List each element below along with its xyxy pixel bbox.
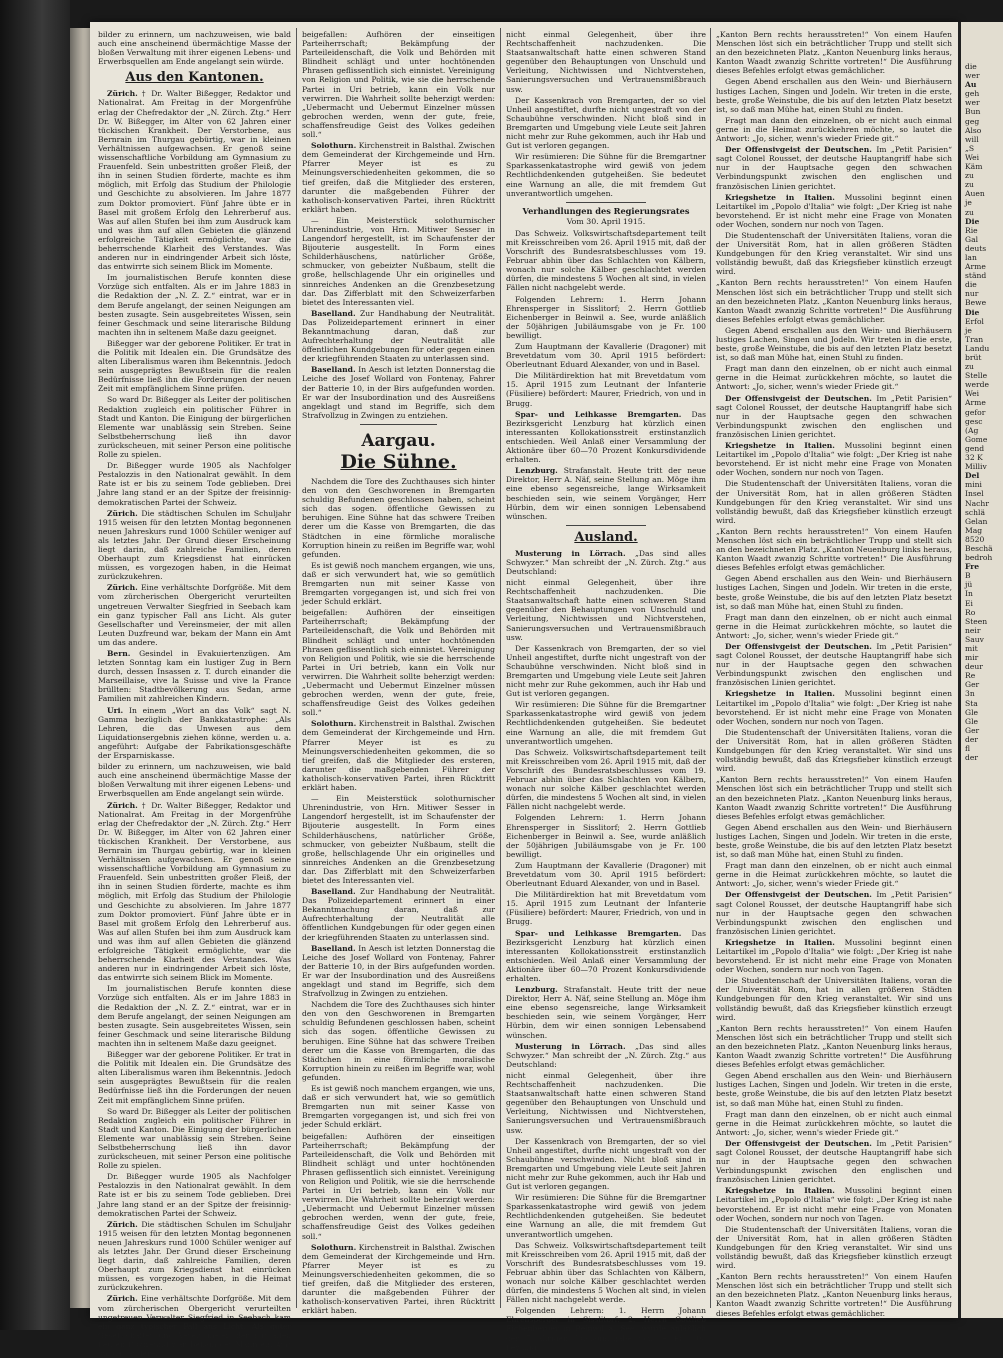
- article-text: Kirchenstreit in Balsthal. Zwischen dem Gemeinderat der Kirchgemeinde und Hrn. Pfarrer Meyer ist es zu Meinungsverschiedenheiten gekommen, die so tief greifen, daß die Mitglieder des ersteren, darunter die maßgebenden Führer der katholisch-konservativen Partei, ihren Rücktritt erklärt haben.: [302, 719, 496, 793]
- article-paragraph-continued: Fragt man dann den einzelnen, ob er nicht auch einmal gerne in die Heimat zurückkehren möchte, so lautet die Antwort: „Jo, sicher, wenn's wieder Friede git.“: [716, 861, 952, 889]
- article-text: † Dr. Walter Bißegger, Redaktor und Nationalrat. Am Freitag in der Morgenfrühe erlag der Chefredaktor der „N. Zürch. Ztg.“ Herr Dr. W. Bißegger, im Alter von 62 Jahren einer tückischen Krankheit. Der Verstorbene, aus Bernrain im Thurgau gebürtig, war in kleinen Verhältnissen aufgewachsen. Er genoß seine wissenschaftliche Vorbildung am Gymnasium zu Frauenfeld. Sein unbestritten großer Fleiß, der ihn in seinen Studien förderte, machte es ihm möglich, mit Erfolg das Studium der Philologie und Geschichte zu absolvieren. Im Jahre 1877 zum Doktor promoviert. Fünf Jahre übte er in Basel mit großem Erfolg den Lehrerberuf aus. Was auf allen Stufen bei ihm zum Ausdruck kam und was ihm auf allen Gebieten die glänzend erfolgreiche Tätigkeit ermöglichte, war die beherrschende Klarheit des Verstandes. Was anderen nur in eindringender Arbeit sich löste, das entwirrte sich seinem Blick im Momente.: [98, 800, 291, 983]
- article-text: Gesindel in Evakuiertenzügen. Am letzten Sonntag kam ein lustiger Zug in Bern durch, dessen Insassen z. T. durch einander die Marseillaise, vive la Suisse und vive la France brüllten: Stadtbevölkerung aus Sedan, arme Familien mit zahlreichen Kindern.: [98, 649, 291, 704]
- strip-line: Arme: [965, 262, 986, 272]
- article-paragraph-continued: [506, 985, 706, 1040]
- article-paragraph-continued: [98, 1220, 291, 1293]
- article-paragraph-continued: Bißegger war der geborene Politiker. Er trat in die Politik mit Idealen ein. Die Grundsätze des alten Liberalismus waren ihm Bekenntnis. Jedoch sein ausgeprägtes Bewußtsein für die realen Bedürfnisse ließ ihn die Forderungen der neuen Zeit mit empfänglichem Sinne prüfen.: [98, 1050, 291, 1105]
- article-text: Strafanstalt. Heute tritt der neue Direktor, Herr A. Näf, seine Stellung an. Möge ihm eine ebenso segensreiche, lange Wirksamkeit beschieden sein, wie seinem Vorgänger, Herr Hürbin, dem wir einen sonnigen Lebensabend wünschen.: [506, 466, 706, 521]
- article-paragraph-continued: So ward Dr. Bißegger als Leiter der politischen Redaktion zugleich ein politischer Führer in Stadt und Kanton. Die Einigung der bürgerlichen Elemente war unablässig sein Streben. Seine Selbstbeherrschung ließ ihn davor zurückscheuen, mit seiner Person eine politische Rolle zu spielen.: [98, 1106, 291, 1171]
- strip-line: wer: [965, 71, 980, 81]
- article-keyword: Spar- und Leihkasse Bremgarten.: [515, 928, 682, 938]
- article-baselland-aesch: [302, 365, 495, 420]
- strip-line: mini: [965, 480, 982, 490]
- article-paragraph-continued: Im journalistischen Berufe konnten diese Vorzüge sich entfalten. Als er im Jahre 1883 in die Redaktion der „N. Z. Z.“ eintrat, war er in dem Berufe angelangt, der seinen Neigungen am besten zusagte. Sein ausgebreitetes Wissen, sein feiner Geschmack und seine literarische Bildung machten ihn in seltenem Maße dazu geeignet.: [98, 984, 291, 1048]
- strip-line: ständ: [965, 271, 987, 281]
- article-paragraph-continued: Der Kassenkrach von Bremgarten, der so viel Unheil angestiftet, durfte nicht ungestraft von der Schaubühne verschwinden. Nicht bloß sind in Bremgarten und Umgebung viele Leute seit Jahren nicht mehr zur Ruhe gekommen, auch ihr Hab und Gut ist verloren gegangen.: [506, 1136, 706, 1192]
- column-rule: [296, 28, 297, 1308]
- column-rule: [500, 28, 501, 1308]
- article-text: Zur Handhabung der Neutralität. Das Polizeidepartement erinnert in einer Bekanntmachung daran, daß zur Aufrechterhaltung der Neutralität alle öffentlichen Kundgebungen für oder gegen einen der kriegführenden Staaten zu unterlassen sind.: [302, 308, 495, 364]
- strip-line: Käm: [965, 162, 983, 172]
- strip-line: fl: [965, 744, 971, 754]
- strip-line: „S: [965, 143, 975, 153]
- article-paragraph-continued: Das Schweiz. Volkswirtschaftsdepartement teilt mit Kreisschreiben vom 26. April 1915 mit, daß der Vorschrift des Bundesratsbeschlusses vom 19. Februar abhin über das Schlachten von Kälbern, wonach nur solche Kälber geschlachtet werden dürfen, die mindestens 5 Wochen alt sind, in vielen Fällen nicht nachgelebt werde.: [506, 1240, 706, 1305]
- article-paragraph: nicht einmal Gelegenheit, über ihre Rechtschaffenheit nachzudenken. Die Staatsanwaltschaft hatte einen schweren Stand gegenüber den Behauptungen von Unschuld und Verleitung, Nichtwissen und Nichtverstehen, Sanierungsversuchen und Vertrauensmißbrauch usw.: [506, 30, 706, 94]
- strip-line: Wei: [965, 389, 980, 399]
- article-text: Mussolini beginnt einen Leitartikel im „Popolo d'Italia“ wie folgt: „Der Krieg ist nahe bevorstehend. Er ist nicht mehr eine Frage von Monaten oder Wochen, sondern nur noch von Tagen.: [716, 192, 952, 229]
- article-keyword: Bern.: [107, 649, 131, 658]
- article-keyword: Zürich.: [107, 508, 138, 518]
- article-text: Das Bezirksgericht Lenzburg hat kürzlich einen interessanten Kollokationsstreit erstinstanzlich entschieden. Weil Anlaß einer Versammlung der Aktionäre über 60—70 Prozent Konkursdividende erhalten.: [506, 409, 706, 465]
- strip-line: 32 K: [965, 453, 983, 463]
- article-keyword: Lenzburg.: [515, 985, 558, 995]
- article-text: Eine verhältschte Dorfgröße. Mit dem vom zürcherischen Obergericht verurteilten ungetreuen Verwalter Siegfried in Seebach kam ein ganz typischer Fall ans Licht. Als guter Gesellschafter und Vereinsmeier, der mit allen Leuten Duzfreund war, bekam der Mann ein Amt um das andere.: [98, 1294, 291, 1358]
- article-paragraph-continued: bilder zu erinnern, um nachzuweisen, wie bald auch eine anscheinend übermächtige Masse der bloßen Verwaltung mit ihrer eigenen Lebens- und Erwerbsquellen am Ende angelangt sein würde.: [98, 762, 291, 799]
- article-paragraph-continued: Fragt man dann den einzelnen, ob er nicht auch einmal gerne in die Heimat zurückkehren möchte, so lautet die Antwort: „Jo, sicher, wenn's wieder Friede git.“: [716, 364, 952, 392]
- subheading-regierungsrat: Verhandlungen des Regierungsrates: [522, 205, 690, 216]
- strip-line: zu: [965, 180, 974, 190]
- strip-line: lan: [965, 252, 977, 262]
- strip-line: Ger: [965, 725, 980, 735]
- strip-line: Gelan: [965, 516, 988, 526]
- article-keyword: Baselland.: [311, 887, 356, 897]
- article-paragraph: Es ist gewiß noch manchem ergangen, wie uns, daß er sich verwundert hat, wie so gemütlich Bremgarten nun mit seiner Kasse von Bremgarten vorgegangen ist, und sich frei von jeder Schuld erklärt.: [302, 560, 495, 607]
- article-keyword: Kriegshetze in Italien.: [725, 689, 835, 699]
- article-paragraph-continued: Es ist gewiß noch manchem ergangen, wie uns, daß er sich verwundert hat, wie so gemütlich Bremgarten nun mit seiner Kasse von Bremgarten vorgegangen ist, und sich frei von jeder Schuld erklärt.: [302, 1084, 495, 1130]
- strip-line: geh: [965, 89, 980, 99]
- article-paragraph-continued: [716, 689, 952, 725]
- article-paragraph: Fragt man dann den einzelnen, ob er nicht auch einmal gerne in die Heimat zurückkehren möchte, so lautet die Antwort: „Jo, sicher, wenn's wieder Friede git.“: [716, 115, 952, 144]
- article-paragraph-continued: — Ein Meisterstück solothurnischer Uhrenindustrie, von Hrn. Mitiwer Sesser in Langendorf hergestellt, ist im Schaufenster der Bijouterie ausgestellt. In Form eines Schilderhäuschens, natürlicher Größe, schmucker, von gebeizter Nußbaum, stellt die große, hellschlagende Uhr ein originelles und sinnreiches Andenken an die Grenzbesetzung dar. Das Zifferblatt mit den Schweizerfarben bietet des Interessanten viel.: [302, 794, 495, 885]
- article-text: Kirchenstreit in Balsthal. Zwischen dem Gemeinderat der Kirchgemeinde und Hrn. Pfarrer Meyer ist es zu Meinungsverschiedenheiten gekommen, die so tief greifen, daß die Mitglieder des ersteren, darunter die maßgebenden Führer der katholisch-konservativen Partei, ihren Rücktritt erklärt haben.: [302, 1242, 496, 1316]
- strip-line: schlä: [965, 507, 985, 517]
- strip-line: Gome: [965, 434, 988, 444]
- article-paragraph-continued: Wir resümieren: Die Sühne für die Bremgartner Sparkassenkatastrophe wird gewiß von jedem Rechtlichdenkenden gutgeheißen. Sie bedeutet eine Warnung an alle, die mit fremdem Gut unverantwortlich umgehen.: [506, 700, 706, 746]
- article-keyword: Der Offensivgeist der Deutschen.: [725, 1138, 872, 1148]
- article-keyword: Zürich.: [107, 1219, 138, 1229]
- strip-line: Mag: [965, 525, 983, 535]
- article-text: „Das sind alles Schwyzer.“ Man schreibt der „N. Zürch. Ztg.“ aus Deutschland:: [506, 1041, 707, 1069]
- strip-line: Rie: [965, 225, 978, 235]
- article-paragraph-continued: Die Studentenschaft der Universitäten Italiens, voran die der Universität Rom, hat in allen größeren Städten Kundgebungen für den Krieg veranstaltet. Wir sind uns vollständig bewußt, daß das Kriegsfieber künstlich erzeugt wird.: [716, 976, 952, 1022]
- article-paragraph-continued: [716, 394, 952, 439]
- article-solothurn: [302, 141, 495, 214]
- article-paragraph: „Kanton Bern rechts herausstreten!“ Von einem Haufen Menschen löst sich ein beträchtlicher Trupp und stellt sich an den bezeichneten Platz. „Kanton Neuenburg links heraus, Kanton Waadt zwanzig Schritte vortreten!“ Die Ausführung dieses Befehles erfolgt etwas gemächlicher.: [716, 30, 952, 76]
- article-zuerich-schulen: [98, 509, 291, 582]
- strip-line: Arme: [965, 398, 986, 408]
- article-keyword: Zürich.: [107, 1294, 138, 1304]
- article-paragraph-continued: Die Militärdirektion hat mit Brevetdatum vom 15. April 1915 zum Leutnant der Infanterie (Füsiliere) befördert: Maurer, Friedrich, von und in Brugg.: [506, 890, 706, 927]
- article-text: Kirchenstreit in Balsthal. Zwischen dem Gemeinderat der Kirchgemeinde und Hrn. Pfarrer Meyer ist es zu Meinungsverschiedenheiten gekommen, die so tief greifen, daß die Mitglieder des ersteren, darunter die maßgebenden Führer der katholisch-konservativen Partei, ihren Rücktritt erklärt haben.: [302, 141, 496, 214]
- strip-line: Sta: [965, 698, 978, 708]
- article-keyword: Lenzburg.: [515, 466, 558, 476]
- strip-line: Ei: [965, 598, 973, 608]
- strip-line: die: [965, 62, 977, 71]
- article-paragraph-continued: Fragt man dann den einzelnen, ob er nicht auch einmal gerne in die Heimat zurückkehren möchte, so lautet die Antwort: „Jo, sicher, wenn's wieder Friede git.“: [716, 1109, 952, 1137]
- strip-line: der: [965, 753, 978, 763]
- page-stack-edge: [70, 28, 92, 1308]
- article-keyword: Der Offensivgeist der Deutschen.: [725, 890, 872, 900]
- book-spine: [0, 0, 70, 1330]
- article-paragraph-continued: Fragt man dann den einzelnen, ob er nicht auch einmal gerne in die Heimat zurückkehren möchte, so lautet die Antwort: „Jo, sicher, wenn's wieder Friede git.“: [716, 612, 952, 640]
- strip-line: Sauv: [965, 634, 984, 644]
- article-paragraph-continued: „Kanton Bern rechts herausstreten!“ Von einem Haufen Menschen löst sich ein beträchtlicher Trupp und stellt sich an den bezeichneten Platz. „Kanton Neuenburg links heraus, Kanton Waadt zwanzig Schritte vortreten!“ Die Ausführung dieses Befehles erfolgt etwas gemächlicher.: [716, 1023, 952, 1070]
- article-paragraph: Dr. Bißegger wurde 1905 als Nachfolger Pestalozzis in den Nationalrat gewählt. In dem Rate ist er bis zu seinem Tode geblieben. Drei Jahre lang stand er an der Spitze der freisinnig-demokratischen Partei der Schweiz.: [98, 461, 291, 507]
- article-lenzburg: [506, 466, 706, 521]
- article-paragraph-continued: [716, 1186, 952, 1222]
- article-uri: [98, 706, 291, 761]
- strip-line: Tran: [965, 334, 984, 344]
- strip-line: Bewe: [965, 298, 987, 308]
- article-paragraph: Im journalistischen Berufe konnten diese Vorzüge sich entfalten. Als er im Jahre 1883 in die Redaktion der „N. Z. Z.“ eintrat, war er in dem Berufe angelangt, der seinen Neigungen am besten zusagte. Sein ausgebreitetes Wissen, sein feiner Geschmack und seine literarische Bildung machten ihn in seltenem Maße dazu geeignet.: [98, 273, 291, 337]
- strip-line: wer: [965, 98, 980, 108]
- strip-line: gend: [965, 443, 985, 453]
- strip-line: neir: [965, 625, 981, 635]
- article-paragraph-continued: Die Studentenschaft der Universitäten Italiens, voran die der Universität Rom, hat in allen größeren Städten Kundgebungen für den Krieg veranstaltet. Wir sind uns vollständig bewußt, daß das Kriegsfieber künstlich erzeugt wird.: [716, 479, 952, 525]
- article-text: Zur Handhabung der Neutralität. Das Polizeidepartement erinnert in einer Bekanntmachung daran, daß zur Aufrechterhaltung der Neutralität alle öffentlichen Kundgebungen für oder gegen einen der kriegführenden Staaten zu unterlassen sind.: [302, 887, 495, 942]
- article-text: Im „Petit Parisien“ sagt Colonel Rousset, der deutsche Hauptangriff habe sich nur in der Hauptsache gegen den schwachen Verbindungspunkt zwischen den englischen und französischen Linien gerichtet.: [716, 393, 952, 439]
- intro-text: bilder zu erinnern, um nachzuweisen, wie bald auch eine anscheinend übermächtige Masse der bloßen Verwaltung mit ihrer eigenen Lebens- und Erwerbsquellen am Ende angelangt sein würde.: [98, 30, 291, 67]
- strip-line: Del: [965, 471, 980, 481]
- strip-line: Gle: [965, 707, 978, 717]
- strip-line: geg: [965, 116, 980, 126]
- strip-line: Ger: [965, 680, 980, 690]
- article-text: Im „Petit Parisien“ sagt Colonel Rousset, der deutsche Hauptangriff habe sich nur in der Hauptsache gegen den schwachen Verbindungspunkt zwischen den englischen und französischen Linien gerichtet.: [716, 890, 952, 936]
- article-paragraph-continued: nicht einmal Gelegenheit, über ihre Rechtschaffenheit nachzudenken. Die Staatsanwaltschaft hatte einen schweren Stand gegenüber den Behauptungen von Unschuld und Verleitung, Nichtwissen und Nichtverstehen, Sanierungsversuchen und Vertrauensmißbrauch usw.: [506, 578, 706, 642]
- strip-line: Gal: [965, 234, 979, 244]
- article-zuerich-bissegger: [98, 89, 291, 271]
- strip-line: Wei: [965, 152, 980, 162]
- article-paragraph-continued: [98, 1294, 291, 1358]
- article-paragraph-continued: nicht einmal Gelegenheit, über ihre Rechtschaffenheit nachzudenken. Die Staatsanwaltschaft hatte einen schweren Stand gegenüber den Behauptungen von Unschuld und Verleitung, Nichtwissen und Nichtverstehen, Sanierungsversuchen und Vertrauensmißbrauch usw.: [506, 1070, 706, 1135]
- article-keyword: Spar- und Leihkasse Bremgarten.: [515, 409, 682, 419]
- article-keyword: Kriegshetze in Italien.: [725, 192, 835, 202]
- article-paragraph-continued: Dr. Bißegger wurde 1905 als Nachfolger Pestalozzis in den Nationalrat gewählt. In dem Rate ist er bis zu seinem Tode geblieben. Drei Jahre lang stand er an der Spitze der freisinnig-demokratischen Partei der Schweiz.: [98, 1172, 291, 1218]
- article-paragraph-continued: Wir resümieren: Die Sühne für die Bremgartner Sparkassenkatastrophe wird gewiß von jedem Rechtlichdenkenden gutgeheißen. Sie bedeutet eine Warnung an alle, die mit fremdem Gut unverantwortlich umgehen.: [506, 1193, 706, 1239]
- article-keyword: Uri.: [107, 705, 124, 715]
- column-4: [716, 30, 952, 1318]
- strip-line: Insel: [965, 489, 984, 499]
- article-bern: [98, 649, 291, 704]
- article-text: Mussolini beginnt einen Leitartikel im „Popolo d'Italia“ wie folgt: „Der Krieg ist nahe bevorstehend. Er ist nicht mehr eine Frage von Monaten oder Wochen, sondern nur noch von Tagen.: [716, 441, 952, 478]
- article-paragraph-continued: Gegen Abend erschallen aus den Wein- und Bierhäusern lustiges Lachen, Singen und Jodeln. Wir treten in die erste, beste, große Weinstube, die bis auf den letzten Platz besetzt ist, so daß man Mühe hat, einen Stuhl zu finden.: [716, 325, 952, 363]
- article-keyword: Baselland.: [311, 365, 356, 375]
- article-paragraph-continued: [506, 929, 706, 984]
- article-paragraph-continued: „Kanton Bern rechts herausstreten!“ Von einem Haufen Menschen löst sich ein beträchtlicher Trupp und stellt sich an den bezeichneten Platz. „Kanton Neuenburg links heraus, Kanton Waadt zwanzig Schritte vortreten!“ Die Ausführung dieses Befehles erfolgt etwas gemächlicher.: [716, 775, 952, 821]
- article-keyword: Zürich.: [107, 583, 138, 593]
- article-paragraph: Wir resümieren: Die Sühne für die Bremgartner Sparkassenkatastrophe wird gewiß von jedem Rechtlichdenkenden gutgeheißen. Sie bedeutet eine Warnung an alle, die mit fremdem Gut unverantwortlich umgehen.: [506, 152, 706, 198]
- strip-line: Stelle: [965, 371, 988, 381]
- strip-line: Gle: [965, 716, 978, 726]
- article-text: Strafanstalt. Heute tritt der neue Direktor, Herr A. Näf, seine Stellung an. Möge ihm eine ebenso segensreiche, lange Wirksamkeit beschieden sein, wie seinem Vorgänger, Herr Hürbin, dem wir einen sonnigen Lebensabend wünschen.: [506, 985, 706, 1040]
- strip-line: (Ag: [965, 425, 979, 435]
- strip-line: Milliv: [965, 462, 987, 472]
- article-kriegshetze: [716, 193, 952, 229]
- strip-line: Nachr: [965, 498, 989, 508]
- article-text: Im „Petit Parisien“ sagt Colonel Rousset, der deutsche Hauptangriff habe sich nur in der Hauptsache gegen den schwachen Verbindungspunkt zwischen den englischen und französischen Linien gerichtet.: [716, 1138, 952, 1185]
- article-offensivgeist: [716, 145, 952, 190]
- article-paragraph-continued: Das Schweiz. Volkswirtschaftsdepartement teilt mit Kreisschreiben vom 26. April 1915 mit, daß der Vorschrift des Bundesratsbeschlusses vom 19. Februar abhin über das Schlachten von Kälbern, wonach nur solche Kälber geschlachtet werden dürfen, die mindestens 5 Wochen alt sind, in vielen Fällen nicht nachgelebt werde.: [506, 747, 706, 812]
- strip-line: je: [965, 325, 972, 335]
- article-keyword: Kriegshetze in Italien.: [725, 441, 835, 451]
- strip-line: 8520: [965, 534, 985, 544]
- article-text: Mussolini beginnt einen Leitartikel im „Popolo d'Italia“ wie folgt: „Der Krieg ist nahe bevorstehend. Er ist nicht mehr eine Frage von Monaten oder Wochen, sondern nur noch von Tagen.: [716, 689, 952, 726]
- strip-line: bedroh: [965, 553, 993, 563]
- strip-line: jü: [965, 580, 973, 590]
- article-paragraph-continued: Die Studentenschaft der Universitäten Italiens, voran die der Universität Rom, hat in allen größeren Städten Kundgebungen für den Krieg veranstaltet. Wir sind uns vollständig bewußt, daß das Kriegsfieber künstlich erzeugt wird.: [716, 727, 952, 774]
- strip-line: zu: [965, 207, 974, 217]
- article-paragraph-continued: Die Studentenschaft der Universitäten Italiens, voran die der Universität Rom, hat in allen größeren Städten Kundgebungen für den Krieg veranstaltet. Wir sind uns vollständig bewußt, daß das Kriegsfieber künstlich erzeugt wird.: [716, 1224, 952, 1271]
- strip-line: 3n: [965, 689, 975, 699]
- article-paragraph: Bißegger war der geborene Politiker. Er trat in die Politik mit Idealen ein. Die Grundsätze des alten Liberalismus waren ihm Bekenntnis. Jedoch sein ausgeprägtes Bewußtsein für die realen Bedürfnisse ließ ihn die Forderungen der neuen Zeit mit empfänglichem Sinne prüfen.: [98, 338, 291, 394]
- section-heading-kantonen: Aus den Kantonen.: [125, 70, 264, 86]
- article-keyword: Musterung in Lörrach.: [515, 548, 626, 558]
- article-text: Die städtischen Schulen im Schuljahr 1915 weisen für den letzten Montag begonnenen neuen Jahreskurs rund 1000 Schüler weniger auf als letztes Jahr. Der Grund dieser Erscheinung liegt darin, daß zahlreiche Familien, deren Oberhaupt zum Kriegsdienst hat einrücken müssen, es vorgezogen haben, in die Heimat zurückzukehren.: [98, 508, 291, 582]
- article-paragraph: So ward Dr. Bißegger als Leiter der politischen Redaktion zugleich ein politischer Führer in Stadt und Kanton. Die Einigung der bürgerlichen Elemente war unablässig sein Streben. Seine Selbstbeherrschung ließ ihn davor zurückscheuen, mit seiner Person eine politische Rolle zu spielen.: [98, 395, 291, 460]
- separator: [566, 202, 646, 203]
- article-paragraph: Die Studentenschaft der Universitäten Italiens, voran die der Universität Rom, hat in allen größeren Städten Kundgebungen für den Krieg veranstaltet. Wir sind uns vollständig bewußt, daß das Kriegsfieber künstlich erzeugt wird.: [716, 230, 952, 277]
- column-rule: [710, 28, 711, 1308]
- strip-line: Erfol: [965, 316, 984, 326]
- next-page-strip: [958, 22, 1003, 1318]
- article-paragraph-continued: [716, 1139, 952, 1184]
- article-paragraph-continued: Folgenden Lehrern: 1. Herrn Johann Ehrensperger in Sisslitorf; 2. Herrn Gottlieb Eichenberger in Beinwil a. See, wurde anläßlich der 50jährigen Jubiläumsgabe von je Fr. 100 bewilligt.: [506, 1306, 706, 1352]
- article-text: Im „Petit Parisien“ sagt Colonel Rousset, der deutsche Hauptangriff habe sich nur in der Hauptsache gegen den schwachen Verbindungspunkt zwischen den englischen und französischen Linien gerichtet.: [716, 642, 952, 688]
- article-paragraph-continued: [98, 801, 291, 983]
- separator: [566, 525, 646, 526]
- article-loerrach: [506, 549, 706, 576]
- strip-line: Au: [965, 80, 977, 90]
- article-paragraph: Die Militärdirektion hat mit Brevetdatum vom 15. April 1915 zum Leutnant der Infanterie (Füsiliere) befördert: Maurer, Friedrich, von und in Brugg.: [506, 371, 706, 408]
- article-paragraph-continued: Zum Hauptmann der Kavallerie (Dragoner) mit Brevetdatum vom 30. April 1915 befördert: Oberleutnant Eduard Alexander, von und in Basel.: [506, 860, 706, 889]
- strip-line: nur: [965, 289, 979, 299]
- article-text: Im „Petit Parisien“ sagt Colonel Rousset, der deutsche Hauptangriff habe sich nur in der Hauptsache gegen den schwachen Verbindungspunkt zwischen den englischen und französischen Linien gerichtet.: [716, 145, 952, 191]
- article-paragraph-continued: [302, 887, 495, 942]
- article-keyword: Der Offensivgeist der Deutschen.: [725, 642, 872, 651]
- strip-line: brüt: [965, 353, 982, 362]
- article-text: In Aesch ist letzten Donnerstag die Leiche des Josef Wollard von Fontenay, Fahrer der Batterie 10, in der Birs aufgefunden worden. Er war der Insubordination und des Ausreißens angeklagt und stand im Begriffe, sich dem Strafvollzug in Zwingen zu entziehen.: [302, 365, 495, 420]
- article-keyword: Solothurn.: [311, 719, 357, 729]
- column-1: [98, 30, 291, 1358]
- article-paragraph-continued: Gegen Abend erschallen aus den Wein- und Bierhäusern lustiges Lachen, Singen und Jodeln. Wir treten in die erste, beste, große Weinstube, die bis auf den letzten Platz besetzt ist, so daß man Mühe hat, einen Stuhl zu finden.: [716, 822, 952, 860]
- article-paragraph-continued: [302, 944, 495, 999]
- article-sparkasse: [506, 410, 706, 465]
- strip-line: B: [965, 571, 971, 581]
- article-keyword: Kriegshetze in Italien.: [725, 937, 835, 947]
- section-heading-aargau: Aargau.: [361, 430, 436, 451]
- article-paragraph: beigefallen: Aufhören der einseitigen Parteiherrschaft; Bekämpfung der Parteileidenschaft, die Volk und Behörden mit Blindheit schlägt und unter hochtönenden Phrasen geflissentlich sich einnistet. Vereinigung von Religion und Politik, wie sie die herrschende Partei in Uri betrieb, kann ein Volk nur verwirren. Die Wahrheit sollte beherzigt werden: „Uebermacht und Uebermut Einzelner müssen gebrochen werden, wenn der gute, freie, schaffensfreudige Geist des Volkes gedeihen soll.“: [302, 30, 495, 140]
- article-keyword: Der Offensivgeist der Deutschen.: [725, 393, 872, 403]
- article-paragraph-continued: „Kanton Bern rechts herausstreten!“ Von einem Haufen Menschen löst sich ein beträchtlicher Trupp und stellt sich an den bezeichneten Platz. „Kanton Neuenburg links heraus, Kanton Waadt zwanzig Schritte vortreten!“ Die Ausführung dieses Befehles erfolgt etwas gemächlicher.: [716, 526, 952, 573]
- article-paragraph-continued: „Kanton Bern rechts herausstreten!“ Von einem Haufen Menschen löst sich ein beträchtlicher Trupp und stellt sich an den bezeichneten Platz. „Kanton Neuenburg links heraus, Kanton Waadt zwanzig Schritte vortreten!“ Die Ausführung dieses Befehles erfolgt etwas gemächlicher.: [716, 278, 952, 324]
- article-keyword: Baselland.: [311, 308, 356, 318]
- article-paragraph: Nachdem die Tore des Zuchthauses sich hinter den von den Geschworenen in Bremgarten schuldig Befundenen geschlossen haben, scheint sich das sogen. öffentliche Gewissen zu beruhigen. Eine Sühne hat das schwere Treiben derer um die Kasse von Bremgarten, die das Städtchen in eine förmliche moralische Korruption hinein zu reißen im Begriffe war, wohl gefunden.: [302, 476, 495, 559]
- article-keyword: Musterung in Lörrach.: [515, 1041, 626, 1051]
- article-paragraph: Zum Hauptmann der Kavallerie (Dragoner) mit Brevetdatum vom 30. April 1915 befördert: Oberleutnant Eduard Alexander, von und in Basel.: [506, 342, 706, 370]
- strip-line: Re: [965, 671, 976, 681]
- strip-line: zu: [965, 171, 974, 181]
- article-paragraph-continued: [302, 1243, 495, 1316]
- subheading-date: Vom 30. April 1915.: [566, 216, 646, 226]
- article-text: † Dr. Walter Bißegger, Redaktor und Nationalrat. Am Freitag in der Morgenfrühe erlag der Chefredaktor der „N. Zürch. Ztg.“ Herr Dr. W. Bißegger, im Alter von 62 Jahren einer tückischen Krankheit. Der Verstorbene, aus Bernrain im Thurgau gebürtig, war in kleinen Verhältnissen aufgewachsen. Er genoß seine wissenschaftliche Vorbildung am Gymnasium zu Frauenfeld. Sein unbestritten großer Fleiß, der ihn in seinen Studien förderte, machte es ihm möglich, mit Erfolg das Studium der Philologie und Geschichte zu absolvieren. Im Jahre 1877 zum Doktor promoviert. Fünf Jahre übte er in Basel mit großem Erfolg den Lehrerberuf aus. Was auf allen Stufen bei ihm zum Ausdruck kam und was ihm auf allen Gebieten die glänzend erfolgreiche Tätigkeit ermöglichte, war die beherrschende Klarheit des Verstandes. Was anderen nur in eindringender Arbeit sich löste, das entwirrte sich seinem Blick im Momente.: [98, 89, 291, 272]
- article-paragraph: Folgenden Lehrern: 1. Herrn Johann Ehrensperger in Sisslitorf; 2. Herrn Gottlieb Eichenberger in Beinwil a. See, wurde anläßlich der 50jährigen Jubiläumsgabe von je Fr. 100 bewilligt.: [506, 294, 706, 340]
- article-paragraph-continued: [716, 441, 952, 477]
- article-text: Eine verhältschte Dorfgröße. Mit dem vom zürcherischen Obergericht verurteilten ungetreuen Verwalter Siegfried in Seebach kam ein ganz typischer Fall ans Licht. Als guter Gesellschafter und Vereinsmeier, der mit allen Leuten Duzfreund war, bekam der Mann ein Amt um das andere.: [98, 583, 291, 647]
- column-3: [506, 30, 707, 1352]
- strip-line: Also: [965, 125, 982, 135]
- article-paragraph-continued: Gegen Abend erschallen aus den Wein- und Bierhäusern lustiges Lachen, Singen und Jodeln. Wir treten in die erste, beste, große Weinstube, die bis auf den letzten Platz besetzt ist, so daß man Mühe hat, einen Stuhl zu finden.: [716, 1071, 952, 1108]
- strip-line: werde: [965, 380, 989, 390]
- article-paragraph-continued: „Kanton Bern rechts herausstreten!“ Von einem Haufen Menschen löst sich ein beträchtlicher Trupp und stellt sich an den bezeichneten Platz. „Kanton Neuenburg links heraus, Kanton Waadt zwanzig Schritte vortreten!“ Die Ausführung dieses Befehles erfolgt etwas gemächlicher.: [716, 1272, 952, 1318]
- strip-line: Auen: [965, 189, 985, 199]
- strip-line: mit: [965, 644, 978, 653]
- article-paragraph-continued: [716, 938, 952, 974]
- article-keyword: Der Offensivgeist der Deutschen.: [725, 145, 872, 155]
- strip-line: die: [965, 280, 977, 290]
- strip-line: je: [965, 198, 972, 208]
- article-keyword: Kriegshetze in Italien.: [725, 1186, 835, 1196]
- strip-line: deur: [965, 662, 983, 672]
- article-keyword: Solothurn.: [311, 1242, 357, 1252]
- article-title-suehne: Die Sühne.: [340, 450, 457, 473]
- article-paragraph: — Ein Meisterstück solothurnischer Uhrenindustrie, von Hrn. Mitiwer Sesser in Langendorf hergestellt, ist im Schaufenster der Bijouterie ausgestellt. In Form eines Schilderhäuschens, natürlicher Größe, schmucker, von gebeizter Nußbaum, stellt die große, hellschlagende Uhr ein originelles und sinnreiches Andenken an die Grenzbesetzung dar. Das Zifferblatt mit den Schweizerfarben bietet des Interessanten viel.: [302, 215, 495, 307]
- strip-line: Ro: [965, 607, 976, 617]
- article-text: „Das sind alles Schwyzer.“ Man schreibt der „N. Zürch. Ztg.“ aus Deutschland:: [506, 548, 707, 576]
- strip-line: mir: [965, 653, 979, 663]
- article-paragraph: Gegen Abend erschallen aus den Wein- und Bierhäusern lustiges Lachen, Singen und Jodeln. Wir treten in die erste, beste, große Weinstube, die bis auf den letzten Platz besetzt ist, so daß man Mühe hat, einen Stuhl zu finden.: [716, 77, 952, 114]
- article-text: Mussolini beginnt einen Leitartikel im „Popolo d'Italia“ wie folgt: „Der Krieg ist nahe bevorstehend. Er ist nicht mehr eine Frage von Monaten oder Wochen, sondern nur noch von Tagen.: [716, 1186, 952, 1223]
- article-paragraph: Der Kassenkrach von Bremgarten, der so viel Unheil angestiftet, durfte nicht ungestraft von der Schaubühne verschwinden. Nicht bloß sind in Bremgarten und Umgebung viele Leute seit Jahren nicht mehr zur Ruhe gekommen, auch ihr Hab und Gut ist verloren gegangen.: [506, 95, 706, 151]
- article-paragraph-continued: Gegen Abend erschallen aus den Wein- und Bierhäusern lustiges Lachen, Singen und Jodeln. Wir treten in die erste, beste, große Weinstube, die bis auf den letzten Platz besetzt ist, so daß man Mühe hat, einen Stuhl zu finden.: [716, 574, 952, 611]
- article-text: Das Bezirksgericht Lenzburg hat kürzlich einen interessanten Kollokationsstreit erstinstanzlich entschieden. Weil Anlaß einer Versammlung der Aktionäre über 60—70 Prozent Konkursdividende erhalten.: [506, 928, 706, 983]
- article-paragraph-continued: [506, 1042, 706, 1069]
- column-2: [302, 30, 496, 1316]
- article-zuerich-dorfgroesse: [98, 583, 291, 647]
- article-paragraph-continued: beigefallen: Aufhören der einseitigen Parteiherrschaft; Bekämpfung der Parteileidenschaft, die Volk und Behörden mit Blindheit schlägt und unter hochtönenden Phrasen geflissentlich sich einnistet. Vereinigung von Religion und Politik, wie sie die herrschende Partei in Uri betrieb, kann ein Volk nur verwirren. Die Wahrheit sollte beherzigt werden: „Uebermacht und Uebermut Einzelner müssen gebrochen werden, wenn der gute, freie, schaffensfreudige Geist des Volkes gedeihen soll.“: [302, 608, 495, 718]
- strip-line: der: [965, 734, 978, 744]
- article-paragraph-continued: Folgenden Lehrern: 1. Herrn Johann Ehrensperger in Sisslitorf; 2. Herrn Gottlieb Eichenberger in Beinwil a. See, wurde anläßlich der 50jährigen Jubiläumsgabe von je Fr. 100 bewilligt.: [506, 813, 706, 859]
- article-paragraph: Das Schweiz. Volkswirtschaftsdepartement teilt mit Kreisschreiben vom 26. April 1915 mit, daß der Vorschrift des Bundesratsbeschlusses vom 19. Februar abhin über das Schlachten von Kälbern, wonach nur solche Kälber geschlachtet werden dürfen, die mindestens 5 Wochen alt sind, in vielen Fällen nicht nachgelebt werde.: [506, 228, 706, 293]
- article-paragraph-continued: Der Kassenkrach von Bremgarten, der so viel Unheil angestiftet, durfte nicht ungestraft von der Schaubühne verschwinden. Nicht bloß sind in Bremgarten und Umgebung viele Leute seit Jahren nicht mehr zur Ruhe gekommen, auch ihr Hab und Gut ist verloren gegangen.: [506, 643, 706, 699]
- separator: [360, 424, 437, 425]
- article-paragraph-continued: [716, 642, 952, 687]
- article-keyword: Solothurn.: [311, 141, 357, 151]
- article-text: Mussolini beginnt einen Leitartikel im „Popolo d'Italia“ wie folgt: „Der Krieg ist nahe bevorstehend. Er ist nicht mehr eine Frage von Monaten oder Wochen, sondern nur noch von Tagen.: [716, 937, 952, 975]
- article-paragraph-continued: beigefallen: Aufhören der einseitigen Parteiherrschaft; Bekämpfung der Parteileidenschaft, die Volk und Behörden mit Blindheit schlägt und unter hochtönenden Phrasen geflissentlich sich einnistet. Vereinigung von Religion und Politik, wie sie die herrschende Partei in Uri betrieb, kann ein Volk nur verwirren. Die Wahrheit sollte beherzigt werden: „Uebermacht und Uebermut Einzelner müssen gebrochen werden, wenn der gute, freie, schaffensfreudige Geist des Volkes gedeihen soll.“: [302, 1131, 495, 1241]
- strip-line: Die: [965, 307, 980, 317]
- strip-line: Fre: [965, 562, 980, 572]
- strip-line: gesc: [965, 416, 983, 426]
- strip-line: deuts: [965, 243, 987, 253]
- next-page-text-fragments: [961, 22, 1003, 762]
- article-paragraph-continued: [716, 890, 952, 935]
- strip-line: Beschä: [965, 543, 993, 553]
- strip-line: Landu: [965, 343, 990, 353]
- article-keyword: Zürich.: [107, 89, 138, 99]
- article-text: Die städtischen Schulen im Schuljahr 1915 weisen für den letzten Montag begonnenen neuen Jahreskurs rund 1000 Schüler weniger auf als letztes Jahr. Der Grund dieser Erscheinung liegt darin, daß zahlreiche Familien, deren Oberhaupt zum Kriegsdienst hat einrücken müssen, es vorgezogen haben, in die Heimat zurückzukehren.: [98, 1219, 291, 1293]
- strip-line: Die: [965, 216, 980, 226]
- strip-line: zu: [965, 362, 974, 372]
- strip-line: will: [965, 134, 979, 144]
- article-keyword: Zürich.: [107, 800, 138, 810]
- strip-line: In: [965, 589, 973, 599]
- newspaper-page: [90, 22, 958, 1358]
- article-baselland-neutralitaet: [302, 309, 495, 364]
- article-keyword: Baselland.: [311, 943, 356, 953]
- article-paragraph-continued: [302, 719, 495, 792]
- strip-line: Steen: [965, 616, 988, 626]
- strip-line: Bun: [965, 107, 981, 117]
- section-heading-ausland: Ausland.: [574, 529, 638, 545]
- strip-line: gefor: [965, 407, 986, 417]
- article-paragraph-continued: Nachdem die Tore des Zuchthauses sich hinter den von den Geschworenen in Bremgarten schuldig Befundenen geschlossen haben, scheint sich das sogen. öffentliche Gewissen zu beruhigen. Eine Sühne hat das schwere Treiben derer um die Kasse von Bremgarten, die das Städtchen in eine förmliche moralische Korruption hinein zu reißen im Begriffe war, wohl gefunden.: [302, 1000, 495, 1082]
- article-text: In Aesch ist letzten Donnerstag die Leiche des Josef Wollard von Fontenay, Fahrer der Batterie 10, in der Birs aufgefunden worden. Er war der Insubordination und des Ausreißens angeklagt und stand im Begriffe, sich dem Strafvollzug in Zwingen zu entziehen.: [302, 943, 495, 999]
- article-text: In einem „Wort an das Volk“ sagt N. Gamma bezüglich der Bankkatastrophe: „Als Lehren, die das Unwesen aus dem Liquidationsergebnis ziehen könne, werden u. a. angeführt: Aufgabe der Fabrikationsgeschäfte der Ersparniskasse.: [98, 705, 291, 761]
